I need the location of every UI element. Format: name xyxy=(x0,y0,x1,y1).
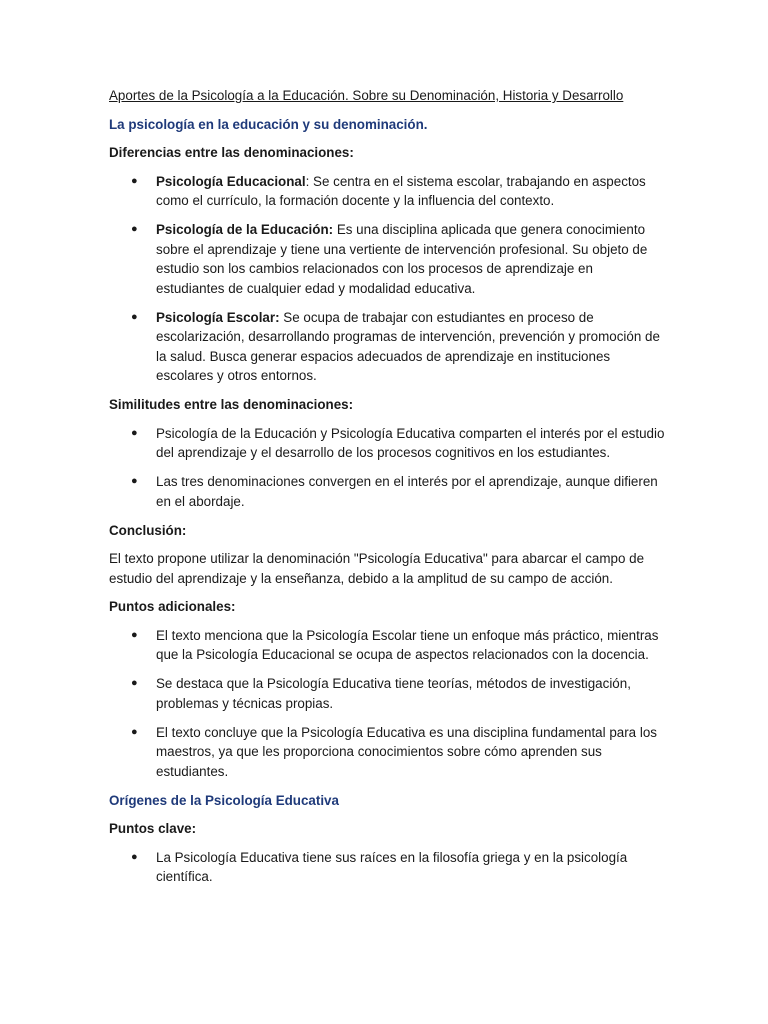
bullet-icon: ● xyxy=(131,174,138,187)
bullet-icon: ● xyxy=(131,426,138,439)
list-item xyxy=(109,172,665,211)
list-item-text: Se destaca que la Psicología Educativa tiene teorías, métodos de investigación, problemas y técnicas propias. xyxy=(156,676,631,711)
term-description: : Se centra en el sistema escolar, trabajando en aspectos como el currículo, la formación docente y la influencia del contexto. xyxy=(156,173,646,208)
key-points-list xyxy=(109,848,665,887)
similarities-list xyxy=(109,424,665,512)
key-points-heading: Puntos clave: xyxy=(109,821,197,836)
document-title: Aportes de la Psicología a la Educación. Sobre su Denominación, Historia y Desarrollo xyxy=(109,88,624,103)
list-item xyxy=(109,424,665,463)
additional-points-heading: Puntos adicionales: xyxy=(109,599,236,614)
conclusion-heading: Conclusión: xyxy=(109,522,187,538)
term-label: Psicología Educacional xyxy=(156,173,306,189)
section-heading-origenes: Orígenes de la Psicología Educativa xyxy=(109,792,339,808)
bullet-icon: ● xyxy=(131,677,138,689)
list-item xyxy=(109,220,665,298)
bullet-icon: ● xyxy=(131,310,138,323)
list-item xyxy=(109,723,665,782)
list-item xyxy=(109,848,665,887)
bullet-icon: ● xyxy=(131,223,138,235)
list-item-text: La Psicología Educativa tiene sus raíces en la filosofía griega y en la psicología científica. xyxy=(156,849,628,884)
differences-heading: Diferencias entre las denominaciones: xyxy=(109,145,354,160)
bullet-icon: ● xyxy=(131,850,138,863)
list-item xyxy=(109,472,665,511)
list-item-text: Psicología de la Educación y Psicología Educativa comparten el interés por el estudio del aprendizaje y el desarrollo de los procesos cognitivos en los estudiantes. xyxy=(156,425,665,460)
term-description: Es una disciplina aplicada que genera conocimiento sobre el aprendizaje y tiene una vertiente de intervención profesional. Su objeto de estudio son los cambios relacionados con los procesos de aprendizaje en estudiantes de cualquier edad y modalidad educativa. xyxy=(156,222,648,296)
list-item xyxy=(109,308,665,386)
list-item-text: El texto concluye que la Psicología Educativa es una disciplina fundamental para los maestros, ya que les proporciona conocimientos sobre cómo aprenden sus estudiantes. xyxy=(156,724,657,779)
section-heading-denominacion: La psicología en la educación y su denominación. xyxy=(109,116,428,132)
bullet-icon: ● xyxy=(131,725,138,738)
list-item xyxy=(109,626,665,665)
differences-list xyxy=(109,172,665,386)
list-item xyxy=(109,674,665,713)
similarities-heading: Similitudes entre las denominaciones: xyxy=(109,397,354,412)
term-label: Psicología Escolar: xyxy=(156,309,280,325)
term-description: Se ocupa de trabajar con estudiantes en proceso de escolarización, desarrollando programas de intervención, prevención y promoción de la salud. Busca generar espacios adecuados de aprendizaje en instituciones escolares y otros entornos. xyxy=(156,309,660,383)
list-item-text: El texto menciona que la Psicología Escolar tiene un enfoque más práctico, mientras que la Psicología Educacional se ocupa de aspectos relacionados con la docencia. xyxy=(156,627,659,662)
document-content xyxy=(109,86,665,896)
conclusion-paragraph: El texto propone utilizar la denominación "Psicología Educativa" para abarcar el campo de estudio del aprendizaje y la enseñanza, debido a la amplitud de su campo de acción. xyxy=(109,551,645,586)
term-label: Psicología de la Educación: xyxy=(156,222,334,237)
bullet-icon: ● xyxy=(131,628,138,641)
additional-points-list xyxy=(109,626,665,782)
list-item-text: Las tres denominaciones convergen en el interés por el aprendizaje, aunque difieren en el abordaje. xyxy=(156,474,658,509)
bullet-icon: ● xyxy=(131,475,138,487)
